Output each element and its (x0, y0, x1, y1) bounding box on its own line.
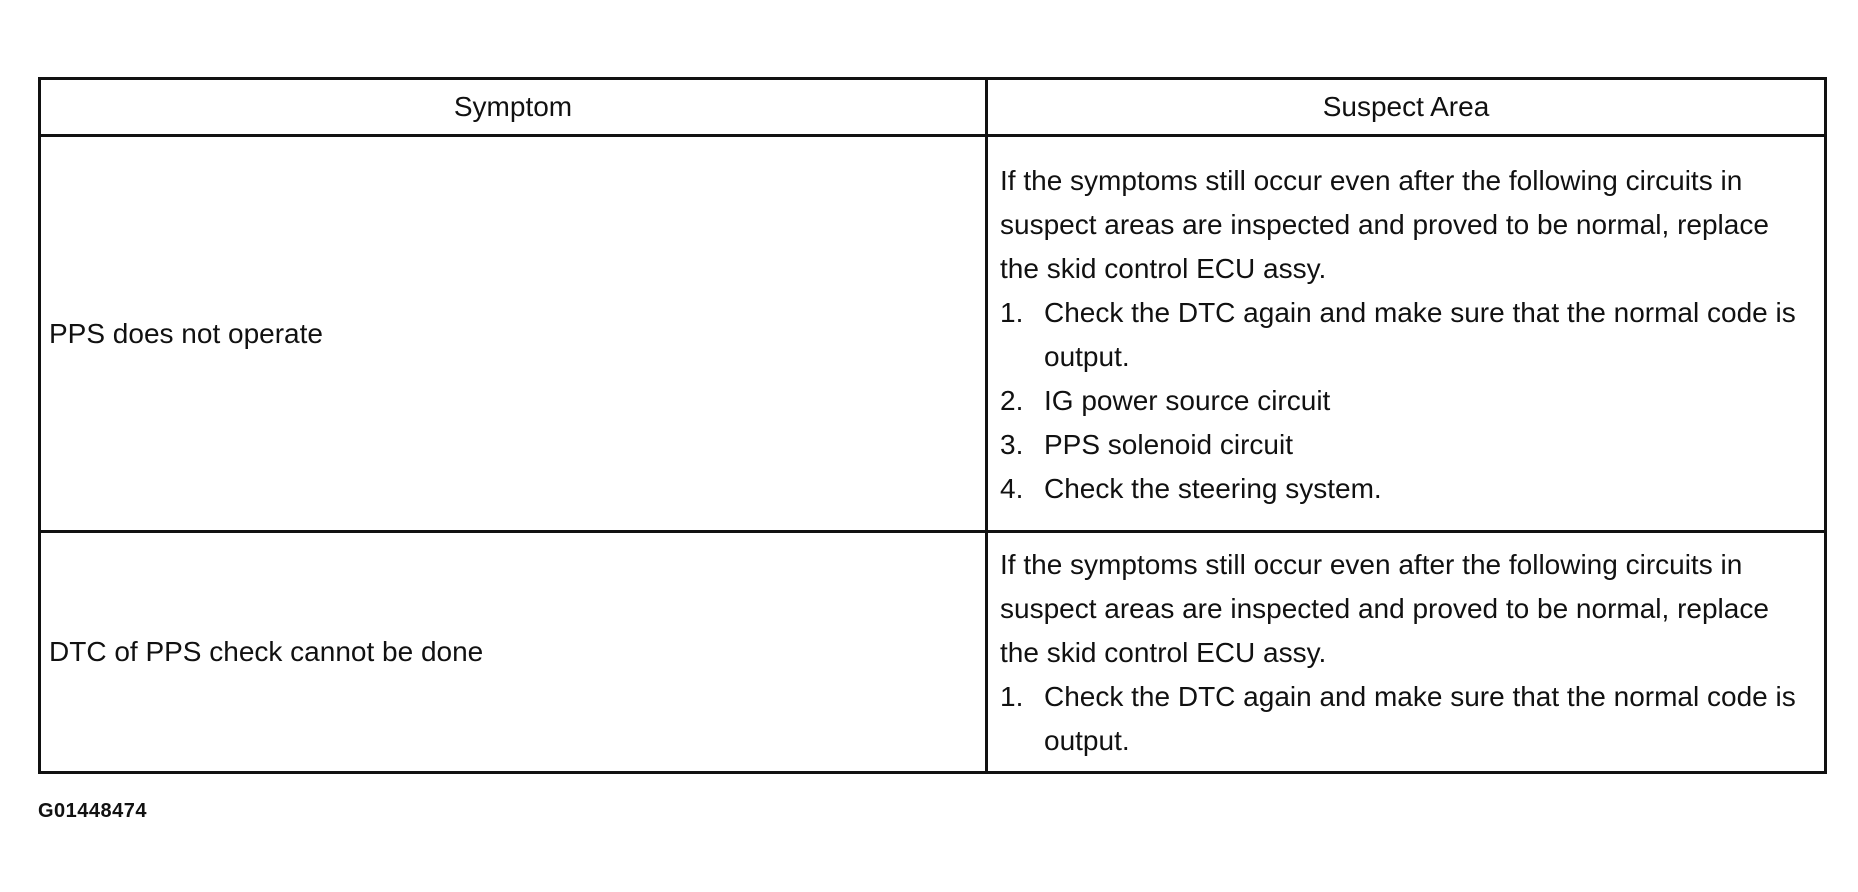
figure-id-label: G01448474 (38, 800, 148, 822)
check-list (1000, 675, 1814, 763)
symptom-table-sheet (38, 77, 1824, 774)
symptom-cell: DTC of PPS check cannot be done (40, 532, 987, 773)
check-text: Check the DTC again and make sure that the normal code is output. (1044, 296, 1796, 372)
check-item (1000, 467, 1814, 511)
suspect-intro-text: If the symptoms still occur even after the following circuits in suspect areas are inspected and proved to be normal, replace the skid control ECU assy. (1000, 164, 1769, 284)
symptom-table (38, 77, 1827, 774)
check-text: Check the steering system. (1044, 472, 1382, 504)
check-number: 1. (1000, 296, 1024, 328)
check-text: PPS solenoid circuit (1044, 428, 1294, 460)
check-text: IG power source circuit (1044, 384, 1331, 416)
check-number: 2. (1000, 384, 1024, 416)
check-list (1000, 291, 1814, 511)
table-row (40, 136, 1826, 532)
symptom-cell: PPS does not operate (40, 136, 987, 532)
header-symptom: Symptom (40, 79, 987, 136)
header-suspect-area: Suspect Area (987, 79, 1826, 136)
table-row (40, 532, 1826, 773)
check-number: 4. (1000, 472, 1024, 504)
suspect-intro-text: If the symptoms still occur even after the following circuits in suspect areas are inspected and proved to be normal, replace the skid control ECU assy. (1000, 549, 1769, 668)
check-item (1000, 291, 1814, 379)
suspect-area-cell (987, 532, 1826, 773)
suspect-area-cell (987, 136, 1826, 532)
check-number: 3. (1000, 428, 1024, 460)
check-number: 1. (1000, 681, 1024, 712)
check-item (1000, 379, 1814, 423)
check-item (1000, 423, 1814, 467)
check-text: Check the DTC again and make sure that the normal code is output. (1044, 681, 1796, 756)
check-item (1000, 675, 1814, 763)
table-header-row (40, 79, 1826, 136)
